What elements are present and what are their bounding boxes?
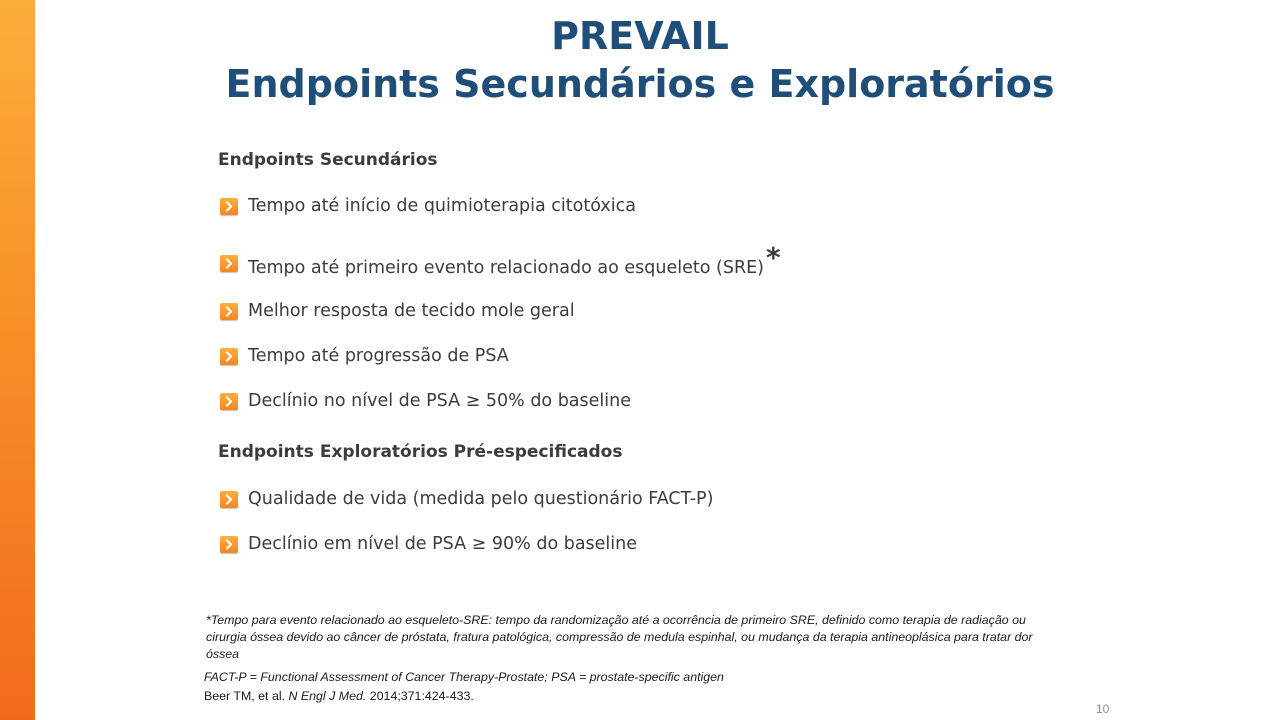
abbreviations: FACT-P = Functional Assessment of Cancer Therapy-Prostate; PSA = prostate-specific antigen: [204, 670, 724, 684]
title-line-2: Endpoints Secundários e Exploratórios: [225, 62, 1055, 106]
chevron-right-icon: [220, 198, 238, 215]
list-item: [220, 344, 509, 368]
citation-authors: Beer TM, et al.: [204, 689, 286, 703]
chevron-right-icon: [220, 491, 238, 508]
chevron-right-icon: [220, 348, 238, 365]
page-number: 10: [1096, 702, 1110, 716]
slide-title: [0, 12, 1280, 108]
list-item: [220, 389, 631, 413]
chevron-right-icon: [220, 303, 238, 320]
list-item-text: Qualidade de vida (medida pelo questionário FACT-P): [248, 489, 714, 509]
list-item: [220, 240, 781, 278]
chevron-right-icon: [220, 393, 238, 410]
list-item-text: Tempo até início de quimioterapia citotóxica: [248, 196, 636, 216]
list-item-text: [248, 240, 781, 280]
list-item: [220, 532, 637, 556]
list-item: [220, 299, 575, 323]
secondary-heading: Endpoints Secundários: [218, 150, 438, 170]
footnote: *Tempo para evento relacionado ao esqueleto-SRE: tempo da randomização até a ocorrência de primeiro SRE, definido como terapia de radiação ou cirurgia óssea devido ao câncer de próstata, fratura patológica, compressão de medula espinhal, ou mudança da terapia antineoplásica para tratar dor óssea: [206, 613, 1033, 661]
citation-journal: N Engl J Med.: [288, 689, 367, 703]
title-line-1: PREVAIL: [551, 14, 729, 58]
citation-details: 2014;371:424-433.: [369, 689, 474, 703]
side-accent-bar: [0, 0, 35, 720]
list-item-text: Declínio em nível de PSA ≥ 90% do baseline: [248, 534, 638, 554]
list-item-text: Declínio no nível de PSA ≥ 50% do baseline: [248, 391, 631, 411]
footnote-marker: *: [766, 240, 781, 274]
list-item-text-main: Tempo até primeiro evento relacionado ao esqueleto (SRE): [248, 257, 764, 278]
exploratory-heading: Endpoints Exploratórios Pré-especificados: [218, 442, 623, 462]
list-item: [220, 487, 713, 511]
chevron-right-icon: [220, 536, 238, 553]
list-item: [220, 194, 636, 218]
citation: [204, 689, 474, 703]
chevron-right-icon: [220, 255, 238, 272]
list-item-text: Melhor resposta de tecido mole geral: [248, 301, 575, 321]
list-item-text: Tempo até progressão de PSA: [248, 346, 509, 366]
